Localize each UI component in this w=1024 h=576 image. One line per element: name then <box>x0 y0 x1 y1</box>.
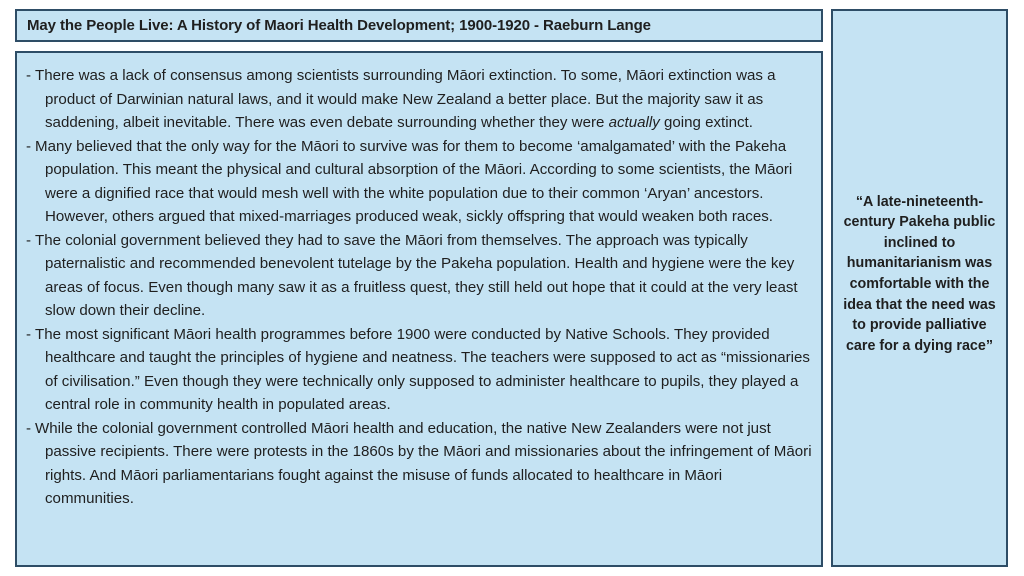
bullet-marker: - <box>26 325 32 343</box>
quote-panel <box>831 9 1008 567</box>
point-text: The colonial government believed they had to save the Māori from themselves. The approach was typically paternalistic and recommended benevolent tutelage by the Pakeha population. Health and hygiene were the key areas of focus. Even though many saw it as a fruitless quest, they still held out hope that it could at the very least slow down their decline. <box>35 231 798 319</box>
page-title: May the People Live: A History of Maori Health Development; 1900-1920 - Raeburn Lange <box>27 17 651 34</box>
point-text: Many believed that the only way for the Māori to survive was for them to become ‘amalgamated’ with the Pakeha population. This meant the physical and cultural absorption of the Māori. According to some scientists, the Māori were a dignified race that would mesh well with the white population due to their common ‘Aryan’ ancestors. However, others argued that mixed-marriages produced weak, sickly offspring that would weaken both races. <box>35 137 793 225</box>
bullet-marker: - <box>26 137 32 155</box>
point-text-end: going extinct. <box>659 114 753 131</box>
point-text: The most significant Māori health programmes before 1900 were conducted by Native Schools. They provided healthcare and taught the principles of hygiene and neatness. The teachers were supposed to act as “missionaries of civilisation.” Even though they were technically only supposed to administer healthcare to pupils, they played a central role in community health in populated areas. <box>35 325 810 413</box>
bullet-list <box>26 64 812 511</box>
list-item <box>26 229 812 323</box>
notes-panel <box>15 51 823 567</box>
list-item <box>26 323 812 417</box>
point-text: There was a lack of consensus among scientists surrounding Māori extinction. To some, Māori extinction was a product of Darwinian natural laws, and it would make New Zealand a better place. But the majority saw it as saddening, albeit inevitable. There was even debate surrounding whether they were <box>35 67 776 131</box>
point-text: While the colonial government controlled Māori health and education, the native New Zealanders were not just passive recipients. There were protests in the 1860s by the Māori and missionaries about the infringement of Māori rights. And Māori parliamentarians fought against the misuse of funds allocated to healthcare in Māori communities. <box>35 419 812 507</box>
point-emphasis: actually <box>608 114 660 131</box>
bullet-marker: - <box>26 231 32 249</box>
list-item <box>26 417 812 511</box>
list-item <box>26 135 812 229</box>
pull-quote: “A late-nineteenth-century Pakeha public inclined to humanitarianism was comfortable with the idea that the need was to provide palliative care for a dying race” <box>843 193 996 354</box>
bullet-marker: - <box>26 67 32 84</box>
title-panel <box>15 9 823 42</box>
list-item <box>26 64 812 135</box>
bullet-marker: - <box>26 419 32 437</box>
